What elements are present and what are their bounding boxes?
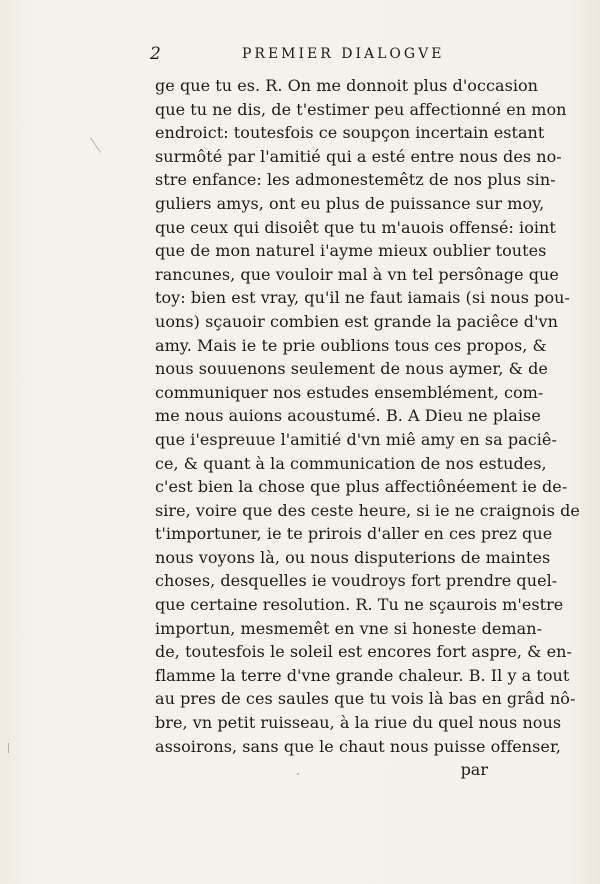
text-line: nous souuenons seulement de nous aymer, & de	[155, 359, 548, 379]
margin-mark	[90, 137, 101, 152]
text-line: au pres de ces saules que tu vois là bas en grâd nô-	[155, 689, 576, 709]
text-line: toy: bien est vray, qu'il ne faut iamais (si nous pou-	[155, 288, 570, 308]
text-line: que ceux qui disoiêt que tu m'auois offensé: ioint	[155, 217, 556, 237]
text-line: t'importuner, ie te prirois d'aller en ces prez que	[155, 524, 553, 544]
text-line: flamme la terre d'vne grande chaleur. B. Il y a tout	[155, 665, 570, 685]
text-line: ge que tu es. R. On me donnoit plus d'occasion	[155, 76, 539, 95]
text-line: ce, & quant à la communication de nos estudes,	[155, 453, 547, 473]
text-line: rancunes, que vouloir mal à vn tel persônage que	[155, 264, 559, 284]
running-head: PREMIER DIALOGVE	[242, 46, 445, 62]
text-line: choses, desquelles ie voudroys fort prendre quel-	[155, 571, 558, 591]
margin-mark	[8, 743, 9, 753]
page-number: 2	[150, 44, 162, 64]
catchword: par	[460, 760, 488, 779]
text-line: que de mon naturel i'ayme mieux oublier toutes	[155, 241, 547, 261]
text-line: endroict: toutesfois ce soupçon incertain estant	[155, 123, 545, 143]
text-line: importun, mesmemêt en vne si honeste deman-	[155, 618, 543, 638]
text-block	[155, 74, 580, 758]
page-header	[150, 44, 480, 68]
text-line: stre enfance: les admonestemêtz de nos plus sin-	[155, 170, 556, 190]
margin-mark	[297, 773, 299, 775]
text-line: me nous auions acoustumé. B. A Dieu ne plaise	[155, 406, 541, 426]
text-line: que certaine resolution. R. Tu ne sçaurois m'estre	[155, 595, 564, 615]
text-line: amy. Mais ie te prie oublions tous ces propos, &	[155, 335, 547, 355]
text-line: uons) sçauoir combien est grande la paciêce d'vn	[155, 311, 558, 331]
text-line: c'est bien la chose que plus affectiônéement ie de-	[155, 477, 568, 497]
text-line: de, toutesfois le soleil est encores fort aspre, & en-	[155, 642, 572, 662]
text-line: assoirons, sans que le chaut nous puisse offenser,	[155, 736, 562, 756]
text-line: que tu ne dis, de t'estimer peu affectionné en mon	[155, 99, 567, 119]
text-line: bre, vn petit ruisseau, à la riue du quel nous nous	[155, 713, 562, 733]
text-line: nous voyons là, ou nous disputerions de maintes	[155, 547, 551, 567]
text-line: que i'espreuue l'amitié d'vn miê amy en sa paciê-	[155, 429, 557, 449]
text-line: surmôté par l'amitié qui a esté entre nous des no-	[155, 146, 562, 166]
text-line: sire, voire que des ceste heure, si ie ne craignois de	[155, 500, 580, 520]
text-line: communiquer nos estudes ensemblément, com-	[155, 382, 544, 402]
text-line: guliers amys, ont eu plus de puissance sur moy,	[155, 193, 545, 213]
